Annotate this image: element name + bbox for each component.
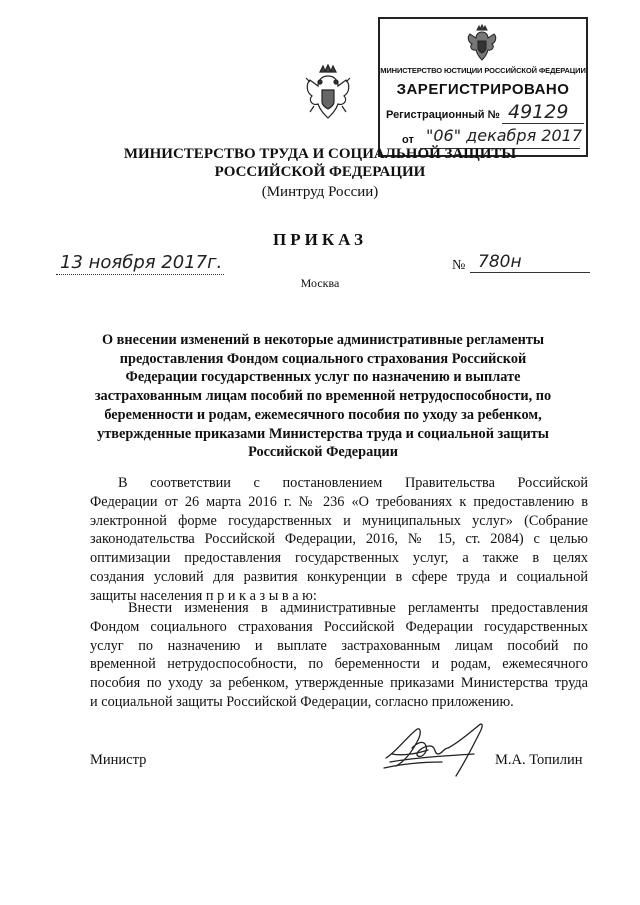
signer-name: М.А. Топилин xyxy=(495,752,583,768)
paragraph-line: оптимизации предоставления государственных услуг, а также в целях xyxy=(90,550,588,567)
stamp-emblem-icon xyxy=(464,23,500,63)
stamp-status: ЗАРЕГИСТРИРОВАНО xyxy=(396,81,570,98)
paragraph-line: Внести изменения в административные регламенты предоставления xyxy=(128,600,588,616)
document-title: ПРИКАЗ xyxy=(273,230,367,249)
paragraph-line: создания условий для развития конкуренции в сфере труда и социальной xyxy=(90,568,588,585)
body-paragraph-2 xyxy=(90,599,588,712)
order-date: 13 ноября 2017г. xyxy=(60,252,223,273)
handwritten-signature xyxy=(382,718,506,784)
stamp-date-label: от xyxy=(402,134,414,146)
paragraph-line: Федерации от 26 марта 2016 г. № 236 «О требованиях к предоставлению в xyxy=(90,493,588,510)
paragraph-line: законодательства Российской Федерации, 2016, № 15, ст. 2084) с целью xyxy=(90,531,588,548)
body-paragraph-1 xyxy=(90,474,588,606)
stamp-date: "06" декабря 2017 xyxy=(426,126,582,145)
paragraph-line: временной нетрудоспособности, по беременности и родам, ежемесячного xyxy=(90,656,588,673)
order-number-sign: № xyxy=(452,258,466,273)
paragraph-line: Фондом социального страхования Российской Федерации государственных xyxy=(90,618,588,635)
order-number: 780н xyxy=(478,252,522,272)
signer-title: Министр xyxy=(90,752,147,768)
federation-name: РОССИЙСКОЙ ФЕДЕРАЦИИ xyxy=(214,164,426,180)
paragraph-line: защиты населения п р и к а з ы в а ю: xyxy=(90,587,317,604)
paragraph-line: услуг по назначению и выплате застрахованным лицам пособий по xyxy=(90,637,588,654)
stamp-reg-number: 49129 xyxy=(508,101,569,123)
order-number-underline xyxy=(470,272,590,273)
ministry-short-name: (Минтруд России) xyxy=(261,184,379,200)
heading-line: О внесении изменений в некоторые административные регламенты xyxy=(101,332,545,348)
stamp-ministry: МИНИСТЕРСТВО ЮСТИЦИИ РОССИЙСКОЙ ФЕДЕРАЦИИ xyxy=(380,66,586,75)
order-heading xyxy=(78,331,568,462)
paragraph-line: электронной форме государственных и муниципальных услуг» (Собрание xyxy=(90,512,588,529)
heading-line: предоставления Фондом социального страхования Российской xyxy=(119,350,527,367)
heading-line: Российской Федерации xyxy=(248,444,398,461)
heading-line: беременности и родам, ежемесячного пособия по уходу за ребенком, xyxy=(104,406,542,423)
heading-line: Федерации государственных услуг по назначению и выплате xyxy=(125,369,521,386)
order-city: Москва xyxy=(300,276,340,290)
heading-line: застрахованным лицам пособий по временной нетрудоспособности, по xyxy=(94,388,552,405)
stamp-reg-underline xyxy=(502,123,584,124)
ministry-name: МИНИСТЕРСТВО ТРУДА И СОЦИАЛЬНОЙ ЗАЩИТЫ xyxy=(123,146,517,162)
heading-line: утвержденные приказами Министерства труда и социальной защиты xyxy=(97,425,549,442)
paragraph-line: В соответствии с постановлением Правительства Российской xyxy=(118,475,588,491)
stamp-reg-label: Регистрационный № xyxy=(386,109,500,121)
coat-of-arms-emblem xyxy=(300,62,356,124)
paragraph-line: и социальной защиты Российской Федерации, согласно приложению. xyxy=(90,693,514,710)
paragraph-line: пособия по уходу за ребенком, утвержденные приказами Министерства труда xyxy=(90,675,588,692)
registration-stamp xyxy=(378,17,588,157)
